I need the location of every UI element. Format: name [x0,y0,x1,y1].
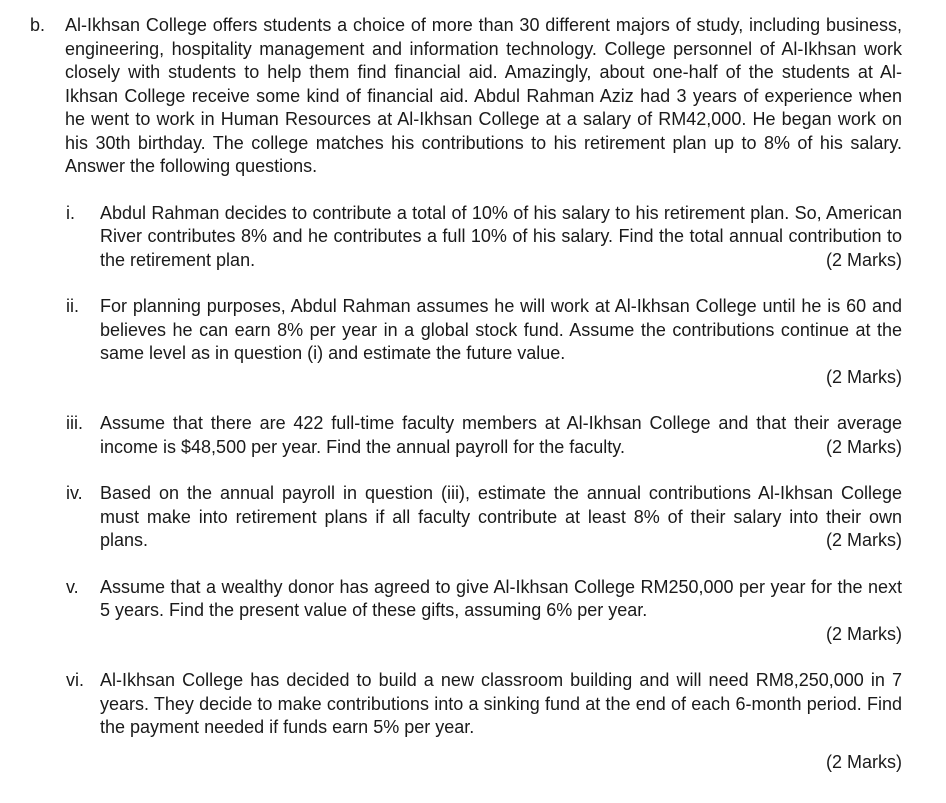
question-marks: (2 Marks) [826,751,902,772]
question-text [100,412,902,459]
section-intro: Al-Ikhsan College offers students a choice of more than 30 different majors of study, including business, engineering, hospitality management and information technology. College personnel of Al-Ikhsan work closely with students to help them find financial aid. Amazingly, about one-half of the students at Al-Ikhsan College receive some kind of financial aid. Abdul Rahman Aziz had 3 years of experience when he went to work in Human Resources at Al-Ikhsan College at a salary of RM42,000. He began work on his 30th birthday. The college matches his contributions to his retirement plan up to 8% of his salary. Answer the following questions. [65,15,902,176]
question-v [66,576,902,647]
question-text-body: Abdul Rahman decides to contribute a total of 10% of his salary to his retirement plan. So, American River contributes 8% and he contributes a full 10% of his salary. Find the total annual contribution to the retirement plan. [100,202,902,270]
question-text [100,669,902,774]
question-iv [66,482,902,553]
question-text [100,482,902,553]
question-text-body: Assume that a wealthy donor has agreed to give Al-Ikhsan College RM250,000 per year for the next 5 years. Find the present value of these gifts, assuming 6% per year. [100,576,902,620]
question-i [66,202,902,273]
section-label: b. [30,15,46,35]
question-number: iv. [66,483,83,503]
question-number: iii. [66,413,83,433]
question-number: i. [66,202,75,223]
question-marks: (2 Marks) [826,249,902,270]
question-iii [66,412,902,459]
question-number: v. [66,576,79,597]
question-text-body: For planning purposes, Abdul Rahman assumes he will work at Al-Ikhsan College until he is 60 and believes he can earn 8% per year in a global stock fund. Assume the contributions continue at the same level as in question (i) and estimate the future value. [100,296,902,363]
question-text-body: Based on the annual payroll in question (iii), estimate the annual contributions Al-Ikhsan College must make into retirement plans if all faculty contribute at least 8% of their salary into their own plans. [100,483,902,550]
question-marks: (2 Marks) [826,530,902,550]
question-number: ii. [66,296,79,316]
question-marks: (2 Marks) [826,623,902,644]
question-text [100,295,902,389]
question-text [100,576,902,647]
question-list [30,202,902,775]
question-text-body: Al-Ikhsan College has decided to build a new classroom building and will need RM8,250,000 in 7 years. They decide to make contributions into a sinking fund at the end of each 6-month period. Find the payment needed if funds earn 5% per year. [100,670,902,737]
question-number: vi. [66,670,84,690]
question-ii [66,295,902,389]
question-marks: (2 Marks) [826,366,902,387]
question-marks: (2 Marks) [826,436,902,457]
question-text [100,202,902,273]
section-b [30,14,902,179]
question-vi [66,669,902,774]
question-text-body: Assume that there are 422 full-time faculty members at Al-Ikhsan College and that their average income is $48,500 per year. Find the annual payroll for the faculty. [100,413,902,457]
